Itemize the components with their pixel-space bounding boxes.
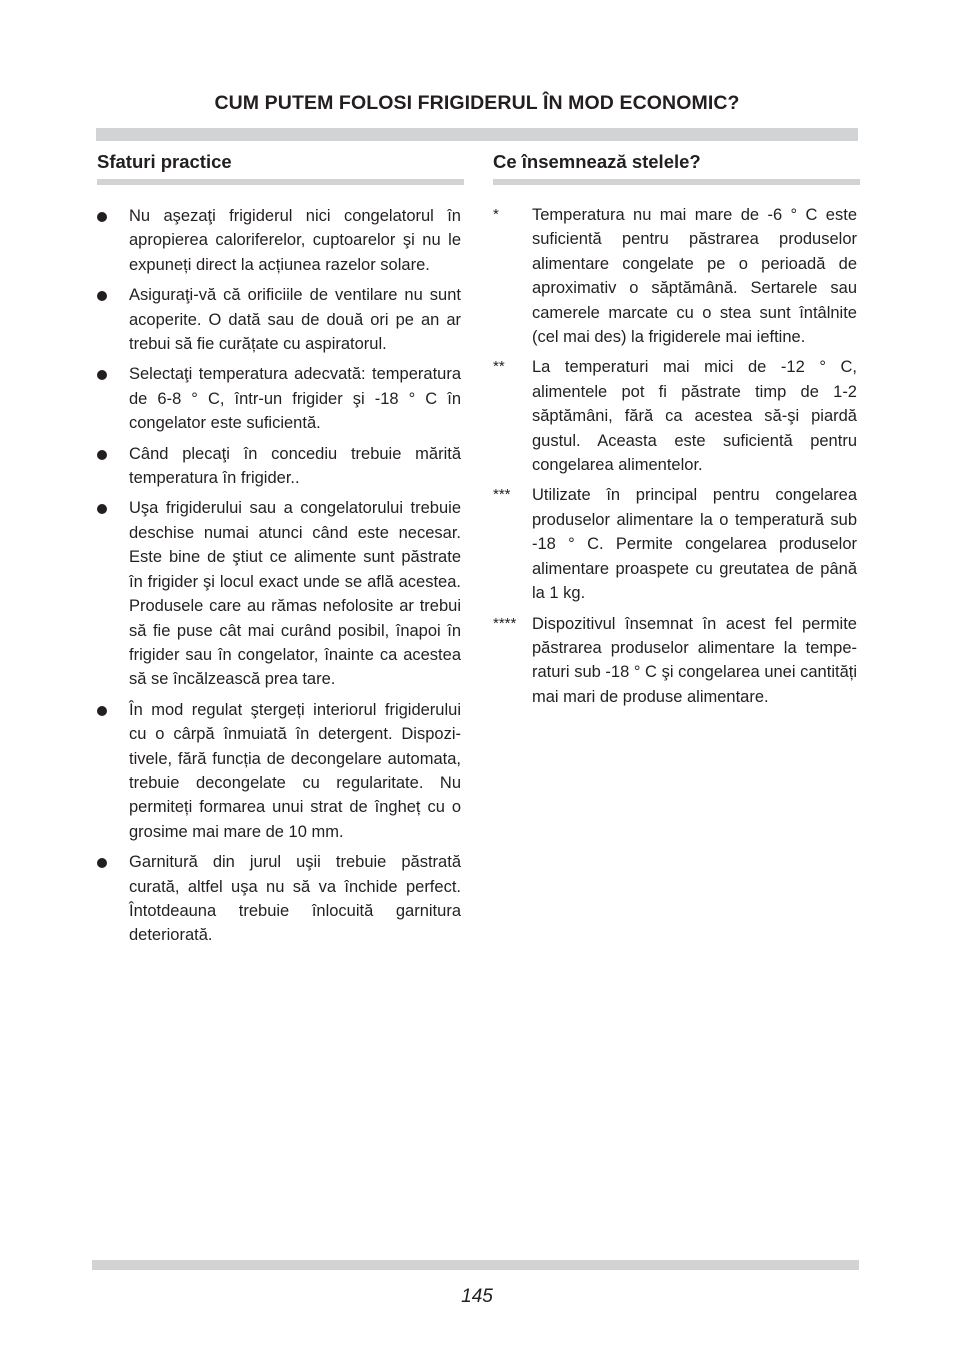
list-item bbox=[97, 698, 464, 844]
star-marker: ** bbox=[493, 358, 505, 376]
practical-tips-list bbox=[97, 204, 464, 948]
stars-meaning-list bbox=[493, 203, 860, 709]
list-item-text: Selectaţi temperatura adecvată: temperatura de 6-8 ° C, într-un frigider şi -18 ° C în congelator este suficientă. bbox=[129, 365, 461, 433]
list-item bbox=[493, 483, 860, 605]
list-item bbox=[97, 496, 464, 691]
list-item-text: Temperatura nu mai mare de -6 ° C este suficientă pentru păstrarea produselor alimentare congelate pe o perioadă de aproximativ o săptămână. Sertarele sau camerele marcate cu o stea sunt întâlnite (cel mai des) la frigiderele mai ieftine. bbox=[532, 206, 857, 347]
list-item bbox=[97, 442, 464, 491]
list-item bbox=[493, 355, 860, 477]
stars-meaning-column bbox=[493, 150, 860, 715]
practical-tips-heading: Sfaturi practice bbox=[97, 151, 232, 172]
star-marker: *** bbox=[493, 486, 511, 504]
bullet-icon bbox=[97, 504, 107, 514]
list-item-text: Când plecaţi în concediu trebuie mărită temperatura în frigider.. bbox=[129, 444, 461, 488]
list-item bbox=[97, 204, 464, 277]
stars-meaning-divider bbox=[493, 179, 860, 185]
bullet-icon bbox=[97, 212, 107, 222]
bullet-icon bbox=[97, 706, 107, 716]
page-title: CUM PUTEM FOLOSI FRIGIDERUL ÎN MOD ECONOMIC? bbox=[214, 92, 740, 114]
list-item-text: Nu aşezaţi frigiderul nici congelatorul în apropierea caloriferelor, cuptoarelor şi nu le expuneți direct la acțiunea razelor solare. bbox=[129, 207, 461, 274]
star-marker: * bbox=[493, 206, 499, 223]
list-item-text: La temperaturi mai mici de -12 ° C, alimentele pot fi păstrate timp de 1-2 săptămâni, fără ca acestea să-şi piardă gustul. Aceasta este suficientă pentru congelarea alimentelor. bbox=[532, 358, 857, 475]
practical-tips-column bbox=[97, 150, 464, 954]
list-item-text: Utilizate în principal pentru congelarea produselor alimentare la o temperatură sub -18 ° C. Permite congelarea produselor alimentare proaspete cu greutatea de până la 1 kg. bbox=[532, 486, 857, 603]
bullet-icon bbox=[97, 291, 107, 301]
stars-meaning-heading: Ce însemnează stelele? bbox=[493, 151, 701, 172]
list-item-text: Dispozitivul însemnat în acest fel permite păstrarea produselor alimentare la temperaturi sub -18 ° C şi congelarea unei cantități mai mari de produse alimentare. bbox=[532, 614, 857, 706]
footer-divider bbox=[92, 1260, 859, 1270]
page-number: 145 bbox=[461, 1286, 493, 1307]
list-item-text: În mod regulat ştergeți interiorul frigiderului cu o cârpă înmuiată în detergent. Dispozitivele, fără funcția de decongelare automata, trebuie decongelate cu regularitate. Nu permiteți formarea unui strat de îngheț cu o grosime mai mare de 10 mm. bbox=[129, 700, 461, 841]
list-item bbox=[493, 612, 860, 710]
star-marker: **** bbox=[493, 614, 517, 632]
list-item bbox=[97, 850, 464, 948]
list-item bbox=[97, 362, 464, 435]
list-item-text: Garnitură din jurul uşii trebuie păstrată curată, altfel uşa nu să va închide perfect. Întotdeauna trebuie înlocuită garnitura deteriorată. bbox=[129, 853, 461, 945]
list-item-text: Asiguraţi-vă că orificiile de ventilare nu sunt acoperite. O dată sau de două ori pe an ar trebui să fie curățate cu aspiratorul. bbox=[129, 286, 461, 354]
bullet-icon bbox=[97, 858, 107, 868]
list-item bbox=[97, 283, 464, 356]
list-item bbox=[493, 203, 860, 349]
bullet-icon bbox=[97, 370, 107, 380]
practical-tips-divider bbox=[97, 179, 464, 185]
bullet-icon bbox=[97, 450, 107, 460]
title-divider bbox=[96, 128, 858, 141]
list-item-text: Uşa frigiderului sau a congelatorului trebuie deschise numai atunci când este necesar. Este bine de ştiut ce alimente sunt păstrate în frigider şi locul exact unde se află acestea. Produsele care au rămas nefolosite ar trebui să fie puse cât mai curând posibil, înapoi în frigider sau în congelator, înainte ca acestea să se încălzească prea tare. bbox=[129, 499, 461, 689]
